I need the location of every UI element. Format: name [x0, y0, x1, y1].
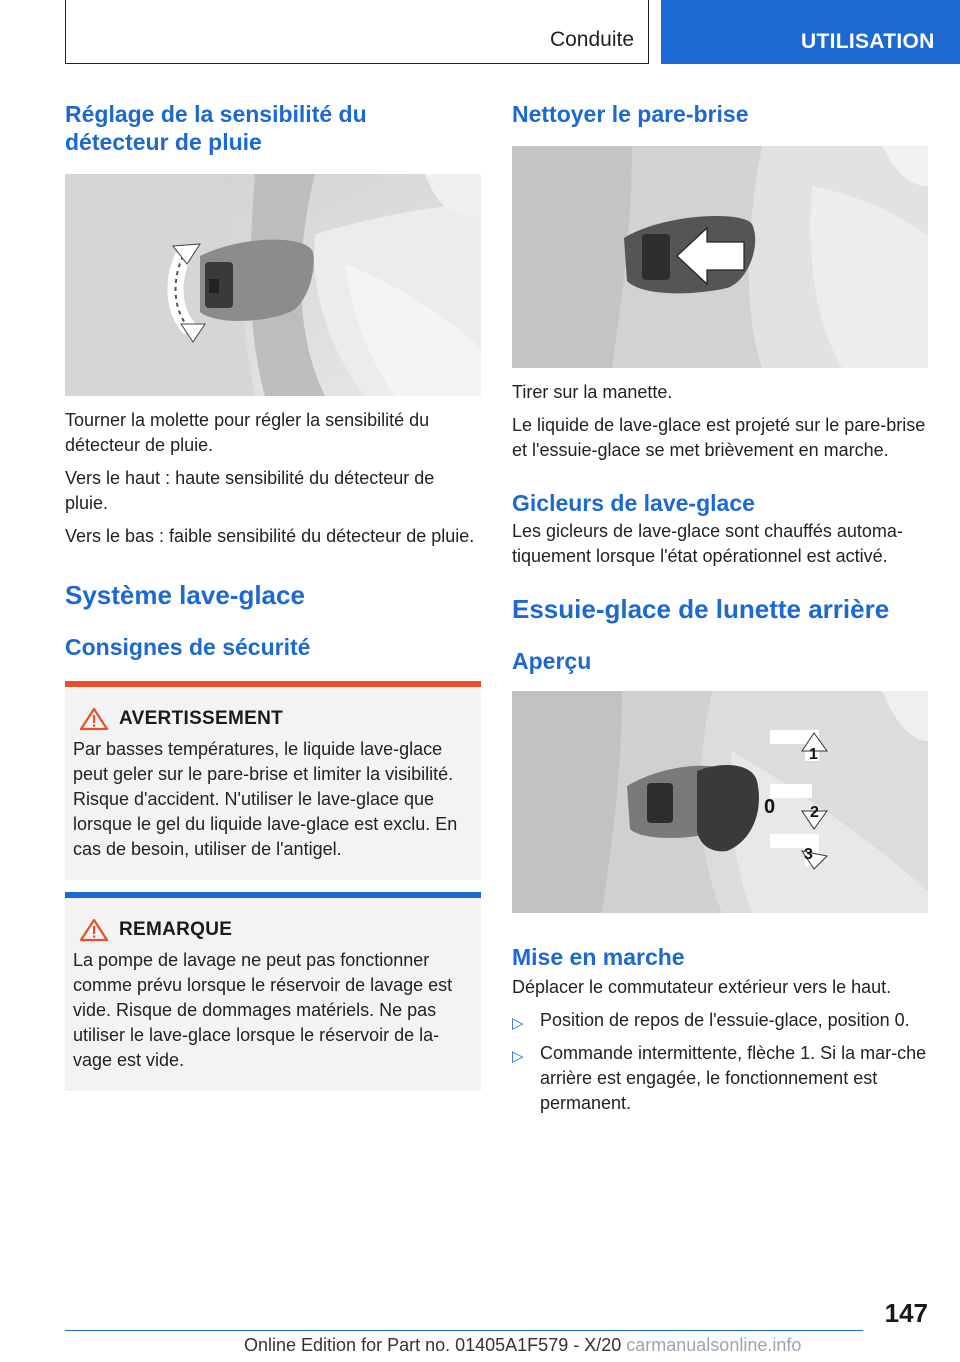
warning-icon	[73, 707, 111, 731]
footer-edition	[244, 1335, 801, 1356]
note-warning-icon	[73, 918, 111, 942]
heading-safety: Consignes de sécurité	[65, 634, 311, 660]
heading-sensitivity: Réglage de la sensibilité du détecteur de pluie	[65, 101, 367, 155]
figure-label-3: 3	[804, 846, 813, 863]
right-column	[512, 100, 928, 1116]
paragraph-pull-lever: Tirer sur la manette.	[512, 382, 673, 402]
paragraph-washer-sprayed: Le liquide de lave-glace est projeté sur le pare-brise et l'essuie-glace se met brièvement en marche.	[512, 415, 926, 460]
note-text: La pompe de lavage ne peut pas fonctionner comme prévu lorsque le réservoir de lavage est vide. Risque de dommages matériels. Ne pas utiliser le lave-glace lorsque le réservoir de la-vage est vide.	[73, 950, 453, 1070]
paragraph-up: Vers le haut : haute sensibilité du détecteur de pluie.	[65, 468, 435, 513]
section-label: Conduite	[549, 28, 634, 51]
list-item-text: Position de repos de l'essuie-glace, position 0.	[540, 1010, 910, 1030]
position-list	[512, 1008, 928, 1116]
list-item-text: Commande intermittente, flèche 1. Si la mar-che arrière est engagée, le fonctionnement est permanent.	[540, 1043, 927, 1113]
left-column	[65, 100, 481, 1091]
chapter-label: UTILISATION	[801, 30, 935, 53]
paragraph-turn-wheel: Tourner la molette pour régler la sensibilité du détecteur de pluie.	[65, 410, 430, 455]
warning-text: Par basses températures, le liquide lave-glace peut geler sur le pare-brise et limiter la visibilité. Risque d'accident. N'utiliser le lave-glace que lorsque le gel du liquide lave-glace est exclu. En cas de besoin, utiliser de l'antigel.	[73, 739, 458, 859]
heading-overview: Aperçu	[512, 648, 592, 674]
figure-label-1: 1	[809, 746, 818, 763]
figure-rear-wiper-switch	[512, 691, 928, 913]
heading-clean-windshield: Nettoyer le pare-brise	[512, 101, 749, 127]
heading-washer-system: Système lave-glace	[65, 580, 305, 610]
bullet-triangle-icon: ▷	[512, 1048, 524, 1065]
watermark-text: carmanualsonline.info	[626, 1335, 802, 1355]
figure-label-0: 0	[764, 796, 776, 818]
heading-start: Mise en marche	[512, 944, 685, 970]
warning-box	[65, 681, 481, 880]
heading-rear-wiper: Essuie-glace de lunette arrière	[512, 594, 890, 624]
bullet-triangle-icon: ▷	[512, 1015, 524, 1032]
footer-divider	[65, 1330, 863, 1331]
list-item	[512, 1041, 928, 1116]
paragraph-down: Vers le bas : faible sensibilité du détecteur de pluie.	[65, 526, 475, 546]
paragraph-move-switch: Déplacer le commutateur extérieur vers le haut.	[512, 977, 892, 997]
edition-text: Online Edition for Part no. 01405A1F579 - X/20	[244, 1335, 622, 1355]
paragraph-jets-heated: Les gicleurs de lave-glace sont chauffés automa-tiquement lorsque l'état opérationnel est activé.	[512, 521, 903, 566]
section-tab	[65, 0, 649, 64]
warning-label: AVERTISSEMENT	[119, 708, 284, 729]
page-number: 147	[884, 1298, 928, 1328]
heading-washer-jets: Gicleurs de lave-glace	[512, 490, 755, 516]
note-box	[65, 892, 481, 1091]
figure-pull-lever	[512, 146, 928, 368]
chapter-tab	[661, 0, 960, 64]
note-label: REMARQUE	[119, 919, 233, 940]
figure-rain-sensor-wheel	[65, 174, 481, 396]
list-item	[512, 1008, 928, 1033]
figure-label-2: 2	[810, 804, 819, 821]
